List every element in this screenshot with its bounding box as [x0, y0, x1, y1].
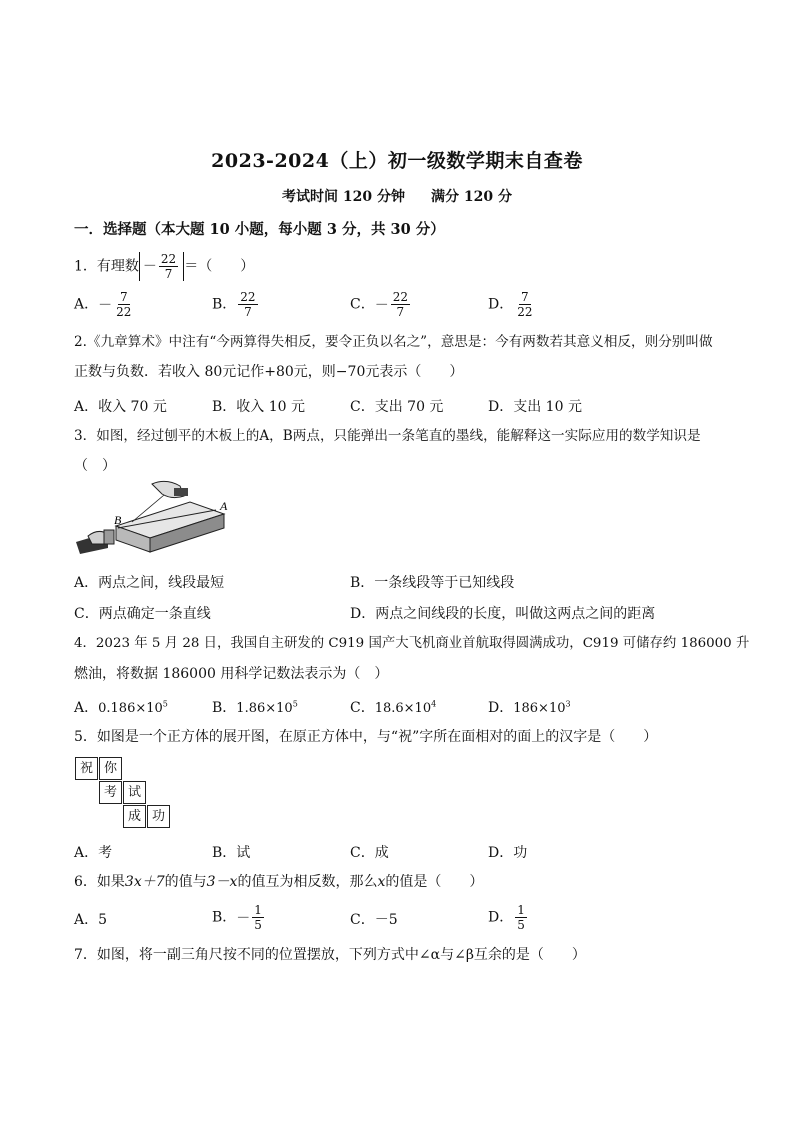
q3-option-b[interactable]: B．一条线段等于已知线段: [350, 575, 515, 591]
q2-option-c[interactable]: C．支出 70 元: [350, 399, 444, 415]
q1-option-d[interactable]: D． $\frac{7}{22}$: [488, 290, 533, 319]
net-cell: 试: [123, 781, 146, 804]
question-3-line-2: （ ）: [74, 458, 116, 474]
question-3-line-1: 3．如图，经过刨平的木板上的A，B两点，只能弹出一条笔直的墨线，能解释这一实际应用的数学知识是: [74, 428, 701, 444]
question-2-line-1: 2.《九章算术》中注有“今两算得失相反，要令正负以名之”，意思是：今有两数若其意义相反，则分别叫做: [74, 334, 713, 350]
q4-option-b[interactable]: B．$1.86\times 10^5$: [212, 699, 298, 716]
q6-option-d[interactable]: D． $\frac{1}{5}$: [488, 903, 525, 932]
exam-score: 满分 120 分: [431, 189, 512, 205]
question-2-line-2: 正数与负数．若收入 80元记作+80元，则−70元表示（ ）: [74, 364, 464, 380]
q1-option-c[interactable]: C．－ $\frac{22}{7}$: [350, 290, 408, 319]
net-cell: 考: [99, 781, 122, 804]
question-4-line-2: 燃油，将数据 186000 用科学记数法表示为（ ）: [74, 666, 389, 682]
wood-board-figure: [74, 480, 244, 568]
q4-option-c[interactable]: C．$18.6\times 10^4$: [350, 699, 437, 716]
section-heading: 一．选择题（本大题 10 小题，每小题 3 分，共 30 分）: [74, 221, 445, 238]
q1-suffix: ＝（ ）: [184, 258, 255, 275]
q4-option-d[interactable]: D．$186\times 10^3$: [488, 699, 571, 716]
exam-info: [0, 186, 794, 206]
question-6: 6．如果3x＋7的值与3－x的值互为相反数，那么x的值是（ ）: [74, 874, 484, 890]
q1-option-b[interactable]: B． $\frac{22}{7}$: [212, 290, 256, 319]
exam-time: 考试时间 120 分钟: [282, 189, 405, 205]
net-cell: 成: [123, 805, 146, 828]
question-5-line-1: 5．如图是一个正方体的展开图，在原正方体中，与“祝”字所在面相对的面上的汉字是（ ）: [74, 729, 658, 745]
q1-neg: －: [142, 258, 157, 275]
q5-option-b[interactable]: B．试: [212, 845, 251, 861]
q6-option-a[interactable]: A．5: [74, 912, 108, 928]
net-cell: 祝: [75, 757, 98, 780]
q1-option-a[interactable]: A．－ $\frac{7}{22}$: [74, 290, 132, 319]
q3-option-d[interactable]: D．两点之间线段的长度，叫做这两点之间的距离: [350, 606, 656, 622]
net-cell: 功: [147, 805, 170, 828]
q5-option-c[interactable]: C．成: [350, 845, 389, 861]
q5-option-d[interactable]: D．功: [488, 845, 528, 861]
question-7-line-1: 7．如图，将一副三角尺按不同的位置摆放，下列方式中∠α与∠β互余的是（ ）: [74, 947, 586, 963]
label-b: B: [114, 513, 122, 527]
question-4-line-1: 4．2023 年 5 月 28 日，我国自主研发的 C919 国产大飞机商业首航取得圆满成功，C919 可储存约 186000 升: [74, 636, 750, 651]
absolute-value: [139, 252, 184, 281]
q2-option-b[interactable]: B．收入 10 元: [212, 399, 306, 415]
q4-option-a[interactable]: A．$0.186\times 10^5$: [74, 699, 168, 716]
question-1: [74, 252, 254, 281]
q3-option-a[interactable]: A．两点之间，线段最短: [74, 575, 225, 591]
q6-option-c[interactable]: C．－5: [350, 912, 398, 928]
q2-option-d[interactable]: D．支出 10 元: [488, 399, 582, 415]
q6-option-b[interactable]: B．－ $\frac{1}{5}$: [212, 903, 262, 932]
q3-option-c[interactable]: C．两点确定一条直线: [74, 606, 211, 622]
label-a: A: [220, 499, 228, 513]
page-title: 2023-2024（上）初一级数学期末自查卷: [211, 150, 583, 172]
q2-option-a[interactable]: A．收入 70 元: [74, 399, 167, 415]
net-cell: 你: [99, 757, 122, 780]
q1-prefix: 1．有理数: [74, 258, 139, 275]
fraction: $\frac{22}{7}$: [160, 252, 177, 281]
q5-option-a[interactable]: A．考: [74, 845, 113, 861]
